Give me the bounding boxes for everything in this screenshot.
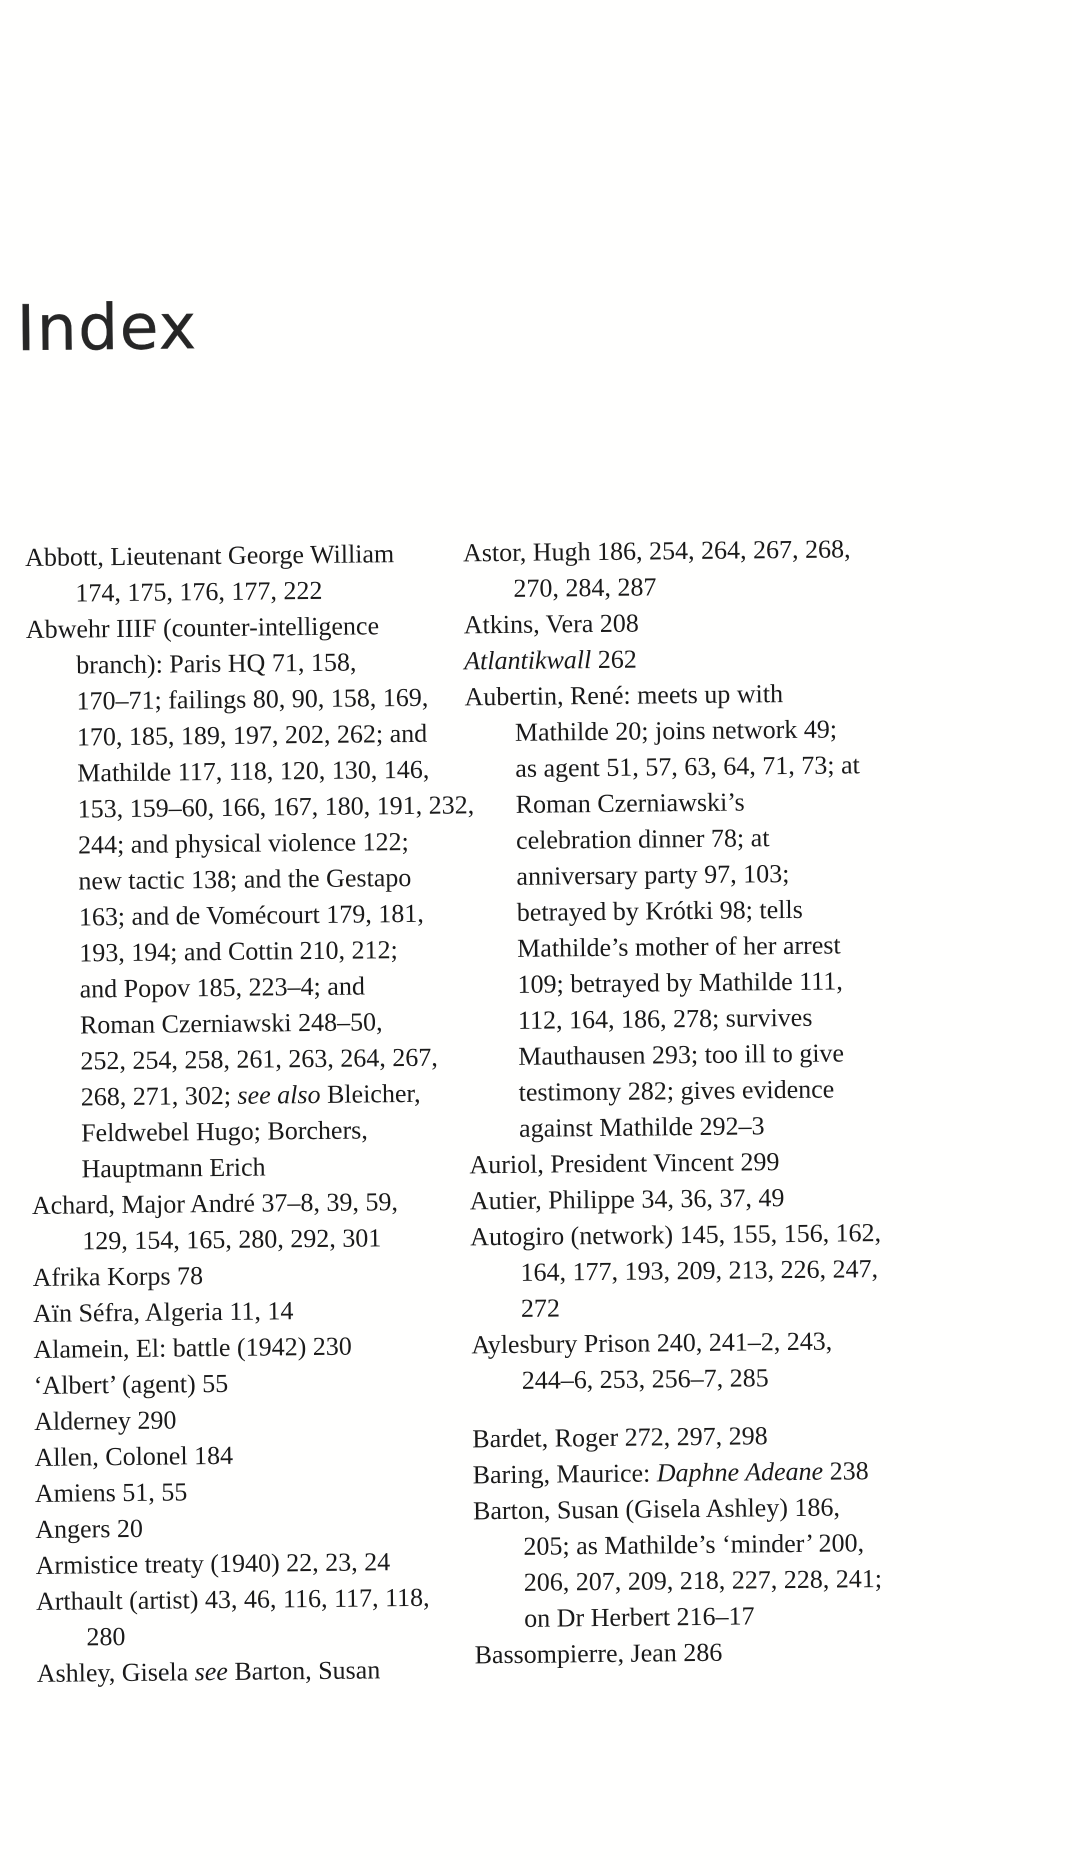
index-entry-first-line <box>32 1255 470 1296</box>
text-run: Allen, Colonel 184 <box>34 1440 234 1472</box>
index-column-right <box>463 529 1049 1687</box>
index-entry <box>35 1543 473 1584</box>
text-run: Aylesbury Prison 240, 241–2, 243, <box>471 1326 833 1360</box>
index-entry-continuation-line <box>469 1105 1043 1147</box>
text-run: Bleicher, <box>320 1078 421 1109</box>
index-entry-continuation-line <box>29 967 467 1008</box>
index-entry-continuation-line <box>28 823 466 864</box>
text-run: Arthault (artist) 43, 46, 116, 117, 118, <box>35 1582 430 1616</box>
text-run: Auriol, President Vincent 299 <box>469 1147 780 1180</box>
text-run: Atkins, Vera 208 <box>463 608 639 640</box>
index-entry-continuation-line <box>467 889 1041 931</box>
italic-text-run: Daphne Adeane <box>656 1456 824 1488</box>
text-run: branch): Paris HQ 71, 158, <box>76 647 357 680</box>
index-entry-continuation-line <box>30 1003 468 1044</box>
index-entry-continuation-line <box>463 565 1037 607</box>
index-entry-first-line <box>32 1183 470 1224</box>
text-run: Achard, Major André 37–8, 39, 59, <box>31 1187 399 1220</box>
text-run: Mathilde’s mother of her arrest <box>517 930 841 963</box>
index-entry-first-line <box>26 607 464 648</box>
text-run: and Popov 185, 223–4; and <box>79 971 366 1004</box>
text-run: 272 <box>520 1293 561 1323</box>
text-run: 174, 175, 176, 177, 222 <box>75 575 323 608</box>
index-entry-first-line <box>464 637 1038 679</box>
text-run: as agent 51, 57, 63, 64, 71, 73; at <box>515 750 860 783</box>
index-entry <box>474 1631 1048 1673</box>
index-entry-first-line <box>469 1141 1043 1183</box>
index-column-left <box>25 535 475 1692</box>
text-run: testimony 282; gives evidence <box>518 1074 835 1107</box>
index-entry-first-line <box>464 601 1038 643</box>
index-entry <box>25 607 475 1188</box>
text-run: 270, 284, 287 <box>513 572 657 603</box>
index-entry-first-line <box>463 529 1037 571</box>
text-run: Feldwebel Hugo; Borchers, <box>80 1115 368 1148</box>
index-entry <box>464 601 1038 643</box>
text-run: Abwehr IIIF (counter-intelligence <box>25 611 380 644</box>
index-entry-first-line <box>473 1487 1047 1529</box>
index-entry-continuation-line <box>467 925 1041 967</box>
index-entry-first-line <box>470 1177 1044 1219</box>
index-entry-continuation-line <box>32 1219 470 1260</box>
text-run: betrayed by Krótki 98; tells <box>516 894 803 927</box>
text-run: 205; as Mathilde’s ‘minder’ 200, <box>523 1528 865 1561</box>
text-run: against Mathilde 292–3 <box>518 1111 765 1143</box>
text-run: Angers 20 <box>35 1513 144 1544</box>
text-run: Abbott, Lieutenant George William <box>24 539 395 572</box>
text-run: Ashley, Gisela <box>36 1657 195 1688</box>
index-entry-continuation-line <box>31 1147 469 1188</box>
page-title: Index <box>16 290 198 366</box>
index-entry <box>33 1327 471 1368</box>
index-entry-first-line <box>474 1631 1048 1673</box>
text-run: Autier, Philippe 34, 36, 37, 49 <box>469 1183 785 1216</box>
text-run: 268, 271, 302; <box>80 1080 238 1112</box>
index-entry-continuation-line <box>474 1595 1048 1637</box>
index-entry-continuation-line <box>29 931 467 972</box>
text-run: 244; and physical violence 122; <box>77 826 409 860</box>
index-entry-first-line <box>37 1651 475 1692</box>
text-run: Astor, Hugh 186, 254, 264, 267, 268, <box>462 534 851 568</box>
text-run: Mathilde 20; joins network 49; <box>514 714 838 747</box>
index-entry <box>35 1507 473 1548</box>
text-run: Mathilde 117, 118, 120, 130, 146, <box>77 754 430 788</box>
text-run: Autogiro (network) 145, 155, 156, 162, <box>470 1218 882 1252</box>
text-run: Barton, Susan (Gisela Ashley) 186, <box>472 1492 841 1526</box>
text-run: ‘Albert’ (agent) 55 <box>33 1368 229 1400</box>
index-entry-first-line <box>471 1321 1045 1363</box>
index-entry-continuation-line <box>465 745 1039 787</box>
text-run: 153, 159–60, 166, 167, 180, 191, 232, <box>77 790 475 824</box>
text-run: Amiens 51, 55 <box>34 1477 188 1508</box>
index-entry <box>464 673 1043 1147</box>
index-entry <box>464 637 1038 679</box>
index-entry-continuation-line <box>469 1069 1043 1111</box>
text-run: 206, 207, 209, 218, 227, 228, 241; <box>523 1564 883 1597</box>
index-entry <box>470 1177 1044 1219</box>
index-entry-continuation-line <box>26 643 464 684</box>
index-entry-continuation-line <box>466 853 1040 895</box>
index-entry <box>33 1291 471 1332</box>
index-entry-continuation-line <box>28 859 466 900</box>
index-entry-continuation-line <box>467 961 1041 1003</box>
index-entry-continuation-line <box>465 709 1039 751</box>
index-entry-continuation-line <box>26 679 464 720</box>
index-entry-first-line <box>472 1415 1046 1457</box>
text-run: 163; and de Vomécourt 179, 181, <box>78 898 424 932</box>
index-entry-continuation-line <box>471 1285 1045 1327</box>
index-entry-first-line <box>34 1363 472 1404</box>
index-entry <box>471 1321 1046 1399</box>
text-run: 129, 154, 165, 280, 292, 301 <box>82 1223 382 1256</box>
text-run: 193, 194; and Cottin 210, 212; <box>79 935 398 968</box>
index-entry-continuation-line <box>466 781 1040 823</box>
index-entry <box>34 1399 472 1440</box>
index-entry-continuation-line <box>473 1523 1047 1565</box>
index-entry <box>470 1213 1045 1327</box>
index-entry <box>32 1183 471 1260</box>
index-columns <box>25 529 1049 1692</box>
index-entry <box>473 1451 1047 1493</box>
index-entry-first-line <box>473 1451 1047 1493</box>
text-run: new tactic 138; and the Gestapo <box>78 862 412 896</box>
index-entry-continuation-line <box>468 997 1042 1039</box>
index-entry-continuation-line <box>31 1111 469 1152</box>
text-run: Alamein, El: battle (1942) 230 <box>33 1331 352 1364</box>
index-entry-continuation-line <box>28 787 475 828</box>
index-entry <box>473 1487 1048 1637</box>
index-entry-first-line <box>33 1291 471 1332</box>
text-run: 262 <box>591 644 637 675</box>
index-entry-first-line <box>34 1435 472 1476</box>
index-entry-first-line <box>35 1507 473 1548</box>
index-entry-first-line <box>35 1471 473 1512</box>
text-run: 244–6, 253, 256–7, 285 <box>521 1363 769 1395</box>
index-entry-continuation-line <box>27 751 465 792</box>
text-run: 170–71; failings 80, 90, 158, 169, <box>76 682 429 716</box>
index-entry <box>463 529 1038 607</box>
index-entry <box>472 1415 1046 1457</box>
index-entry-continuation-line <box>468 1033 1042 1075</box>
index-entry-continuation-line <box>30 1039 468 1080</box>
text-run: Baring, Maurice: <box>472 1458 657 1490</box>
index-entry-first-line <box>25 535 463 576</box>
index-entry-first-line <box>35 1543 473 1584</box>
index-entry <box>35 1471 473 1512</box>
index-entry-first-line <box>36 1579 474 1620</box>
text-run: Roman Czerniawski 248–50, <box>79 1007 383 1040</box>
text-run: anniversary party 97, 103; <box>516 859 790 891</box>
italic-text-run: Atlantikwall <box>464 645 592 676</box>
text-run: 238 <box>822 1456 869 1486</box>
text-run: Roman Czerniawski’s <box>515 787 745 819</box>
index-entry-continuation-line <box>29 895 467 936</box>
index-entry <box>469 1141 1043 1183</box>
italic-text-run: see <box>194 1656 229 1687</box>
text-run: Aubertin, René: meets up with <box>464 679 784 712</box>
text-run: 170, 185, 189, 197, 202, 262; and <box>76 718 428 752</box>
text-run: Armistice treaty (1940) 22, 23, 24 <box>35 1547 391 1580</box>
index-entry-continuation-line <box>470 1249 1044 1291</box>
text-run: 109; betrayed by Mathilde 111, <box>517 966 843 999</box>
index-entry <box>25 535 464 612</box>
text-run: Bardet, Roger 272, 297, 298 <box>472 1421 768 1454</box>
text-run: 112, 164, 186, 278; survives <box>517 1002 813 1035</box>
text-run: on Dr Herbert 216–17 <box>524 1601 755 1633</box>
text-run: 280 <box>86 1622 126 1652</box>
text-run: 164, 177, 193, 209, 213, 226, 247, <box>520 1254 879 1287</box>
index-entry-continuation-line <box>474 1559 1048 1601</box>
text-run: Hauptmann Erich <box>81 1152 266 1184</box>
index-entry <box>34 1435 472 1476</box>
text-run: celebration dinner 78; at <box>515 823 770 855</box>
text-run: Bassompierre, Jean 286 <box>474 1637 723 1670</box>
index-entry <box>34 1363 472 1404</box>
index-entry-continuation-line <box>25 571 463 612</box>
index-entry-first-line <box>464 673 1038 715</box>
index-entry-continuation-line <box>472 1357 1046 1399</box>
text-run: Barton, Susan <box>227 1655 381 1686</box>
index-entry-continuation-line <box>27 715 465 756</box>
text-run: Aïn Séfra, Algeria 11, 14 <box>32 1296 294 1328</box>
text-run: Mauthausen 293; too ill to give <box>518 1038 845 1071</box>
index-entry <box>32 1255 470 1296</box>
italic-text-run: see also <box>237 1079 321 1110</box>
index-entry <box>37 1651 475 1692</box>
text-run: Alderney 290 <box>33 1405 177 1436</box>
index-entry-continuation-line <box>36 1615 474 1656</box>
index-entry-continuation-line <box>466 817 1040 859</box>
index-entry <box>36 1579 475 1656</box>
text-run: Afrika Korps 78 <box>32 1261 204 1292</box>
text-run: 252, 254, 258, 261, 263, 264, 267, <box>80 1042 438 1076</box>
index-entry-first-line <box>33 1327 471 1368</box>
index-entry-first-line <box>34 1399 472 1440</box>
index-entry-continuation-line <box>31 1075 469 1116</box>
index-entry-first-line <box>470 1213 1044 1255</box>
